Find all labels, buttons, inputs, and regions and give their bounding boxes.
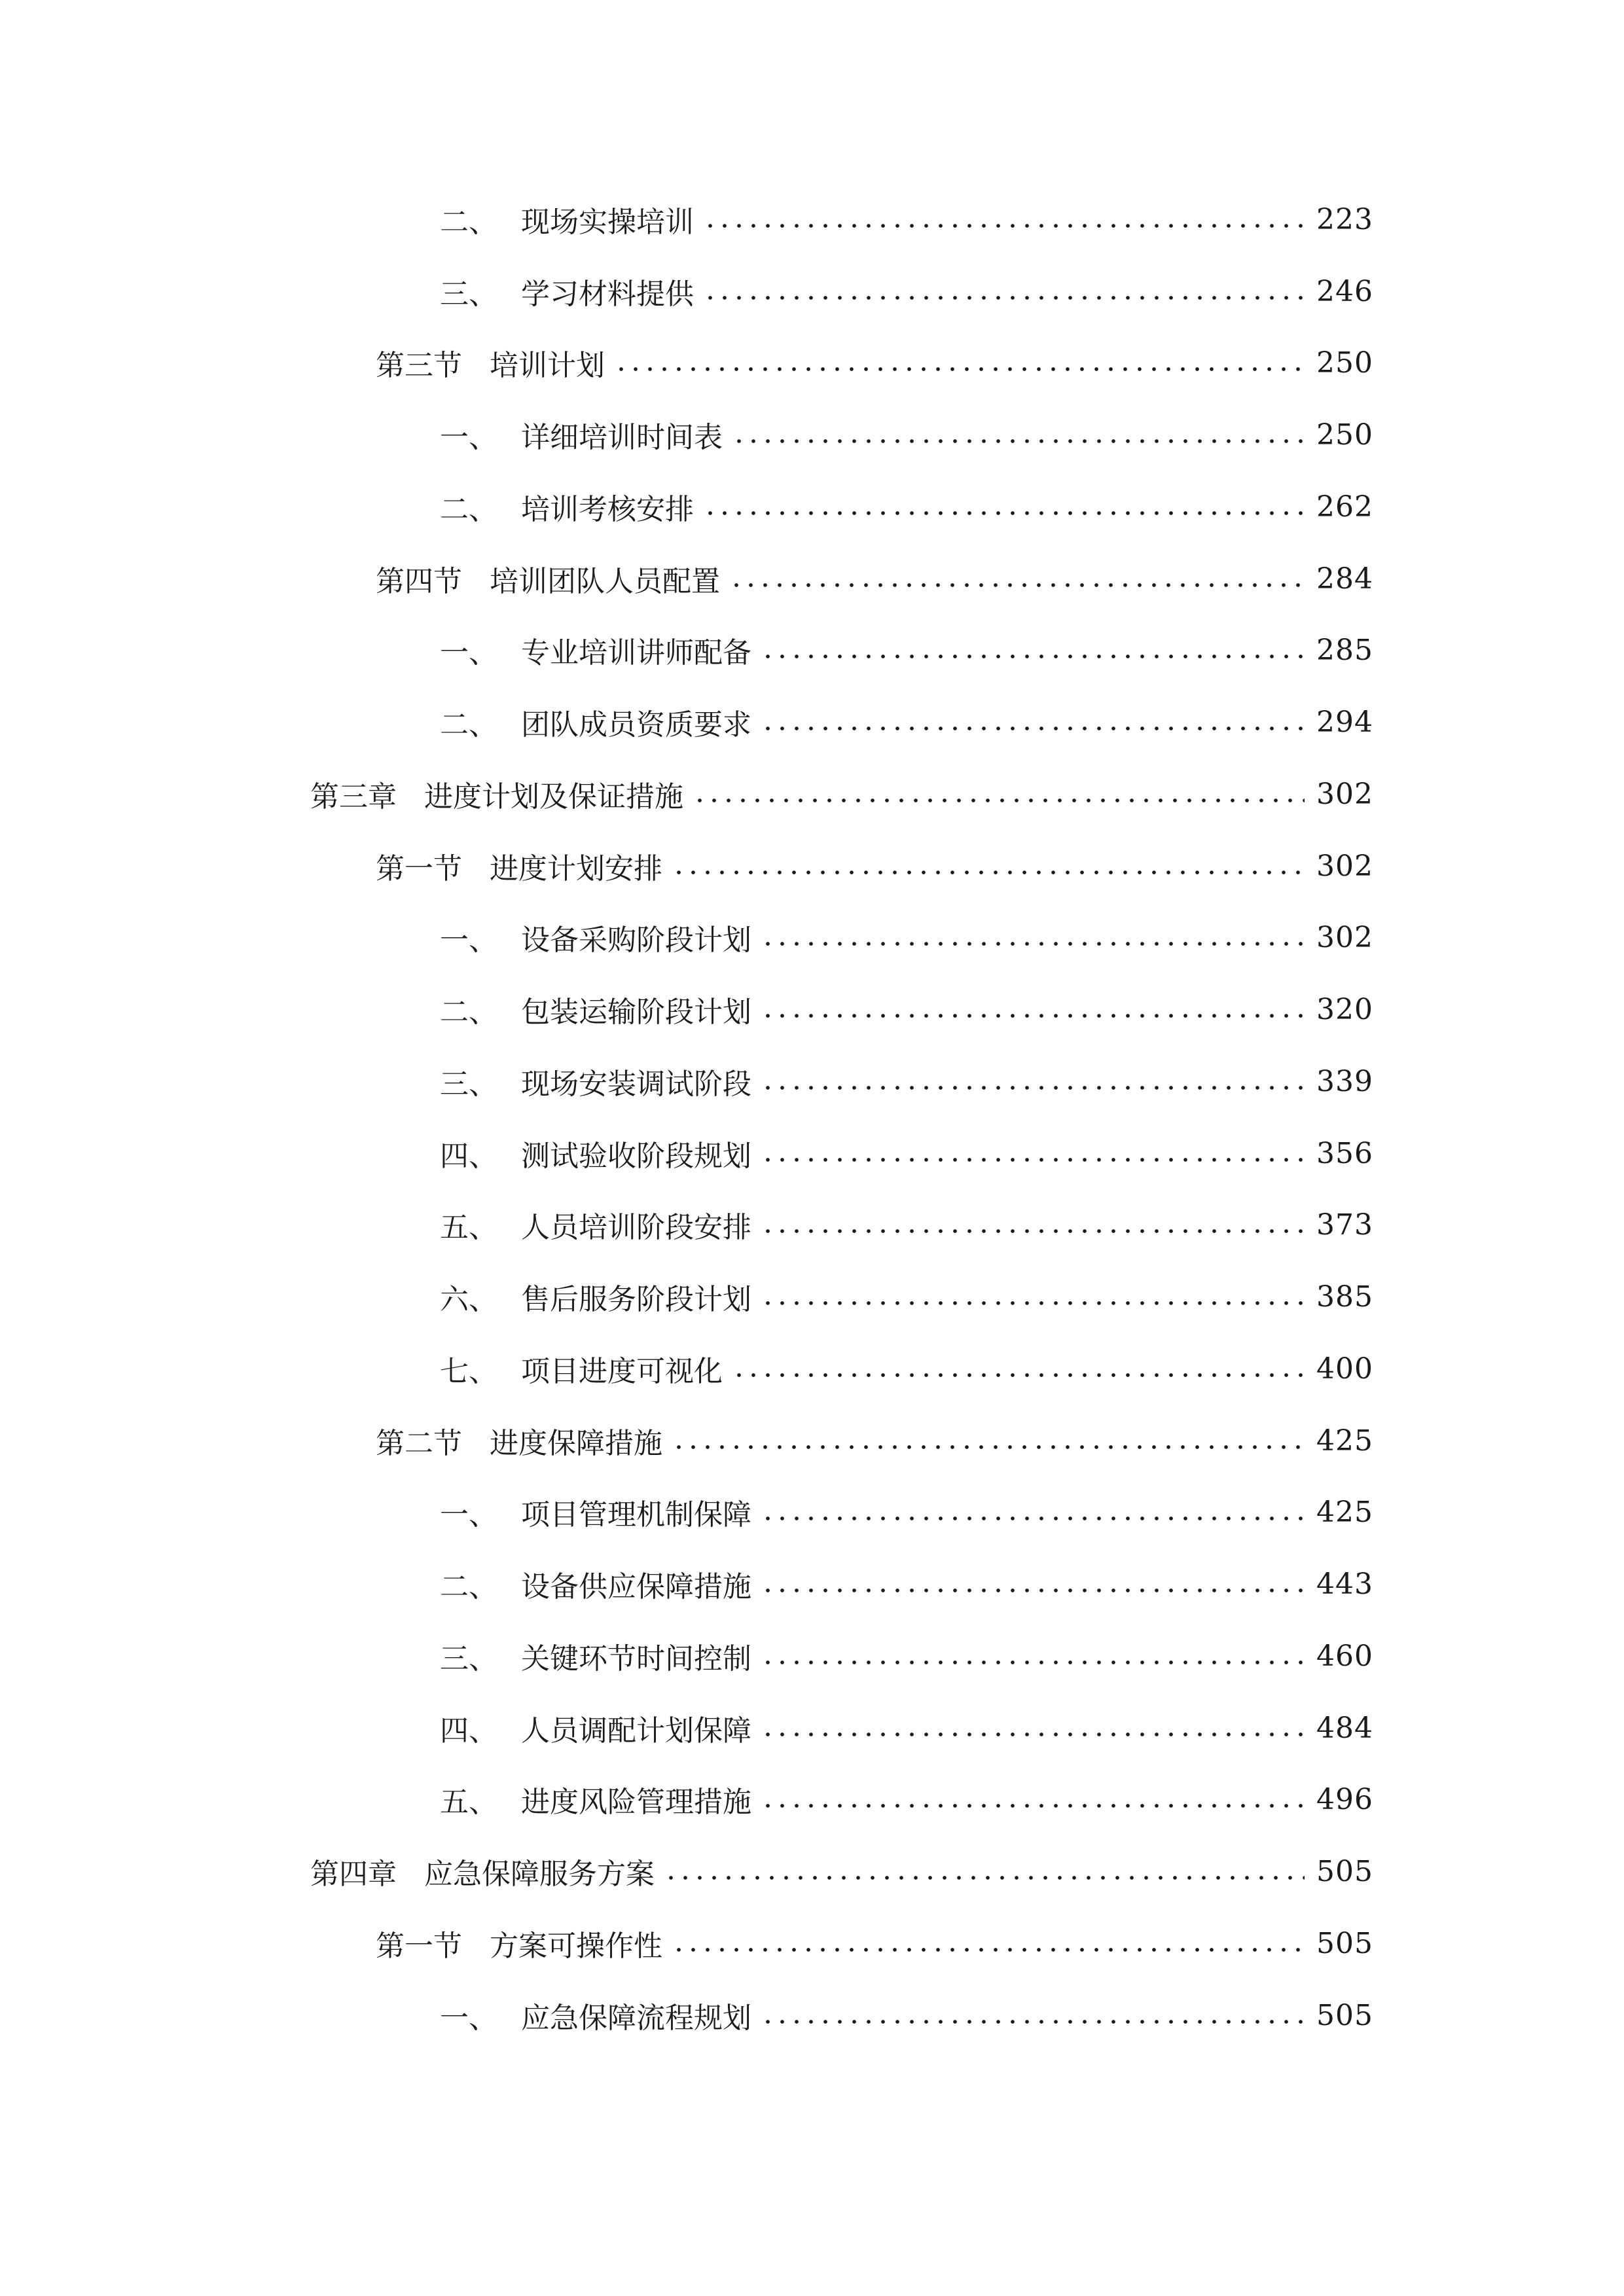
toc-entry-title: 进度风险管理措施 [521, 1785, 751, 1819]
toc-entry-number: 一、 [440, 924, 497, 957]
toc-entry-page: 505 [1316, 1998, 1373, 2032]
toc-entry-title: 现场安装调试阶段 [521, 1067, 751, 1101]
toc-entry[interactable] [440, 1630, 1373, 1682]
dot-leader [761, 1014, 1305, 1018]
toc-entry-title: 应急保障服务方案 [424, 1857, 655, 1891]
toc-entry[interactable] [376, 1917, 1373, 1969]
toc-entry[interactable] [440, 1127, 1373, 1179]
dot-leader [761, 1301, 1305, 1305]
toc-entry-number: 二、 [440, 708, 497, 742]
toc-entry[interactable] [310, 768, 1373, 820]
toc-entry[interactable] [440, 1342, 1373, 1395]
dot-leader [761, 1229, 1305, 1233]
toc-entry-number: 一、 [440, 1498, 497, 1532]
toc-entry-label [310, 1850, 655, 1892]
toc-entry-title: 设备供应保障措施 [521, 1570, 751, 1604]
toc-entry-number: 第一节 [376, 1929, 462, 1963]
toc-entry-label [440, 1132, 751, 1174]
toc-entry-title: 专业培训讲师配备 [521, 636, 751, 670]
toc-entry[interactable] [440, 911, 1373, 963]
toc-entry-number: 二、 [440, 996, 497, 1029]
toc-entry-label [440, 629, 751, 671]
dot-leader [664, 1876, 1305, 1880]
dot-leader [761, 726, 1305, 730]
toc-entry-label [440, 198, 694, 240]
toc-entry-number: 三、 [440, 278, 497, 311]
dot-leader [761, 1660, 1305, 1664]
toc-entry[interactable] [440, 1558, 1373, 1610]
toc-entry-number: 六、 [440, 1283, 497, 1316]
dot-leader [703, 224, 1305, 228]
toc-entry-title: 人员培训阶段安排 [521, 1211, 751, 1244]
toc-entry[interactable] [440, 1702, 1373, 1754]
toc-entry-title: 进度计划安排 [490, 852, 662, 886]
toc-entry-page: 302 [1316, 920, 1373, 954]
toc-entry[interactable] [376, 552, 1373, 605]
dot-leader [761, 2020, 1305, 2024]
dot-leader [729, 583, 1305, 587]
toc-entry-title: 应急保障流程规划 [521, 2001, 751, 2035]
toc-entry-page: 400 [1316, 1352, 1373, 1386]
dot-leader [761, 1516, 1305, 1520]
toc-entry-number: 第二节 [376, 1427, 462, 1460]
toc-entry-label [440, 1994, 751, 2036]
toc-entry-number: 七、 [440, 1355, 497, 1388]
dot-leader [693, 798, 1305, 802]
toc-entry-page: 302 [1316, 777, 1373, 811]
dot-leader [761, 1158, 1305, 1162]
dot-leader [732, 439, 1305, 443]
toc-entry-title: 项目管理机制保障 [521, 1498, 751, 1532]
toc-entry-page: 425 [1316, 1495, 1373, 1529]
toc-entry-page: 443 [1316, 1567, 1373, 1601]
toc-entry-page: 460 [1316, 1639, 1373, 1673]
toc-entry-page: 284 [1316, 562, 1373, 596]
toc-entry-page: 302 [1316, 849, 1373, 883]
toc-entry-number: 第三章 [310, 780, 397, 814]
toc-entry-title: 设备采购阶段计划 [521, 924, 751, 957]
toc-entry-label [440, 1707, 751, 1749]
toc-entry-page: 339 [1316, 1064, 1373, 1098]
toc-entry-title: 包装运输阶段计划 [521, 996, 751, 1029]
toc-entry-page: 425 [1316, 1424, 1373, 1458]
toc-entry-label [376, 1922, 662, 1964]
toc-entry[interactable] [440, 1055, 1373, 1107]
toc-entry-number: 一、 [440, 2001, 497, 2035]
toc-entry[interactable] [440, 480, 1373, 533]
toc-entry-number: 三、 [440, 1067, 497, 1101]
toc-entry-title: 进度计划及保证措施 [424, 780, 683, 814]
toc-entry[interactable] [440, 983, 1373, 1035]
toc-entry-label [440, 1348, 723, 1390]
dot-leader [761, 1732, 1305, 1736]
toc-entry-number: 四、 [440, 1139, 497, 1173]
toc-entry[interactable] [376, 336, 1373, 389]
dot-leader [761, 1086, 1305, 1090]
toc-entry-label [440, 1491, 751, 1533]
dot-leader [703, 296, 1305, 300]
toc-entry-label [440, 1635, 751, 1677]
toc-entry-number: 第四章 [310, 1857, 397, 1891]
toc-entry[interactable] [440, 1773, 1373, 1825]
dot-leader [761, 1804, 1305, 1808]
toc-entry-title: 学习材料提供 [521, 278, 694, 311]
dot-leader [672, 1948, 1305, 1952]
toc-entry-label [376, 1420, 662, 1462]
toc-entry-number: 第三节 [376, 349, 462, 382]
toc-entry-title: 现场实操培训 [521, 206, 694, 239]
toc-entry[interactable] [440, 624, 1373, 676]
toc-entry[interactable] [440, 408, 1373, 461]
toc-entry-number: 五、 [440, 1211, 497, 1244]
toc-entry-label [310, 773, 683, 815]
toc-entry-title: 测试验收阶段规划 [521, 1139, 751, 1173]
toc-entry-label [440, 270, 694, 312]
toc-entry-label [440, 1276, 751, 1318]
toc-entry-page: 385 [1316, 1280, 1373, 1314]
toc-entry-title: 进度保障措施 [490, 1427, 662, 1460]
toc-entry-page: 262 [1316, 490, 1373, 524]
toc-entry-page: 505 [1316, 1926, 1373, 1960]
toc-entry-title: 关键环节时间控制 [521, 1642, 751, 1676]
toc-entry-label [440, 1563, 751, 1605]
dot-leader [732, 1373, 1305, 1377]
toc-entry-label [440, 1204, 751, 1246]
toc-entry-page: 320 [1316, 992, 1373, 1026]
toc-entry-number: 三、 [440, 1642, 497, 1676]
toc-entry-page: 285 [1316, 633, 1373, 667]
toc-entry-number: 一、 [440, 421, 497, 454]
toc-entry-page: 223 [1316, 202, 1373, 236]
dot-leader [672, 1445, 1305, 1449]
toc-entry-page: 496 [1316, 1782, 1373, 1816]
dot-leader [703, 511, 1305, 515]
toc-entry-number: 一、 [440, 636, 497, 670]
toc-entry[interactable] [376, 840, 1373, 892]
dot-leader [761, 655, 1305, 658]
toc-entry-number: 二、 [440, 1570, 497, 1604]
toc-entry-label [440, 1778, 751, 1820]
toc-entry-number: 五、 [440, 1785, 497, 1819]
toc-entry-title: 培训计划 [490, 349, 605, 382]
toc-entry-label [440, 486, 694, 528]
toc-entry-label [376, 342, 605, 384]
toc-entry-page: 373 [1316, 1208, 1373, 1242]
toc-entry-title: 售后服务阶段计划 [521, 1283, 751, 1316]
dot-leader [672, 870, 1305, 874]
toc-entry[interactable] [440, 1989, 1373, 2041]
toc-entry-title: 方案可操作性 [490, 1929, 662, 1963]
toc-entry-number: 二、 [440, 206, 497, 239]
toc-entry[interactable] [440, 1270, 1373, 1323]
toc-entry-number: 第一节 [376, 852, 462, 886]
toc-entry[interactable] [310, 1845, 1373, 1897]
toc-entry-label [440, 1060, 751, 1102]
toc-entry-title: 人员调配计划保障 [521, 1714, 751, 1748]
toc-entry[interactable] [440, 1486, 1373, 1538]
toc-entry-page: 246 [1316, 274, 1373, 308]
toc-entry-number: 第四节 [376, 565, 462, 598]
toc-entry-page: 356 [1316, 1136, 1373, 1170]
toc-entry-title: 详细培训时间表 [521, 421, 723, 454]
toc-entry-label [376, 845, 662, 887]
toc-entry[interactable] [440, 193, 1373, 245]
toc-entry-number: 二、 [440, 493, 497, 526]
toc-entry[interactable] [440, 696, 1373, 748]
toc-entry-title: 团队成员资质要求 [521, 708, 751, 742]
toc-entry-label [376, 558, 720, 600]
toc-entry-page: 505 [1316, 1854, 1373, 1888]
toc-entry-page: 294 [1316, 705, 1373, 739]
toc-entry-label [440, 414, 723, 456]
dot-leader [761, 942, 1305, 946]
toc-entry-label [440, 916, 751, 958]
dot-leader [761, 1588, 1305, 1592]
toc-entry[interactable] [440, 265, 1373, 317]
toc-entry[interactable] [440, 1198, 1373, 1251]
toc-entry-title: 项目进度可视化 [521, 1355, 723, 1388]
dot-leader [614, 367, 1305, 371]
toc-entry-page: 484 [1316, 1711, 1373, 1745]
toc-entry-label [440, 988, 751, 1030]
toc-entry-number: 四、 [440, 1714, 497, 1748]
toc-entry-page: 250 [1316, 346, 1373, 380]
toc-entry[interactable] [376, 1414, 1373, 1467]
toc-entry-page: 250 [1316, 418, 1373, 452]
toc-entry-title: 培训考核安排 [521, 493, 694, 526]
toc-entry-label [440, 701, 751, 743]
toc-entry-title: 培训团队人员配置 [490, 565, 720, 598]
